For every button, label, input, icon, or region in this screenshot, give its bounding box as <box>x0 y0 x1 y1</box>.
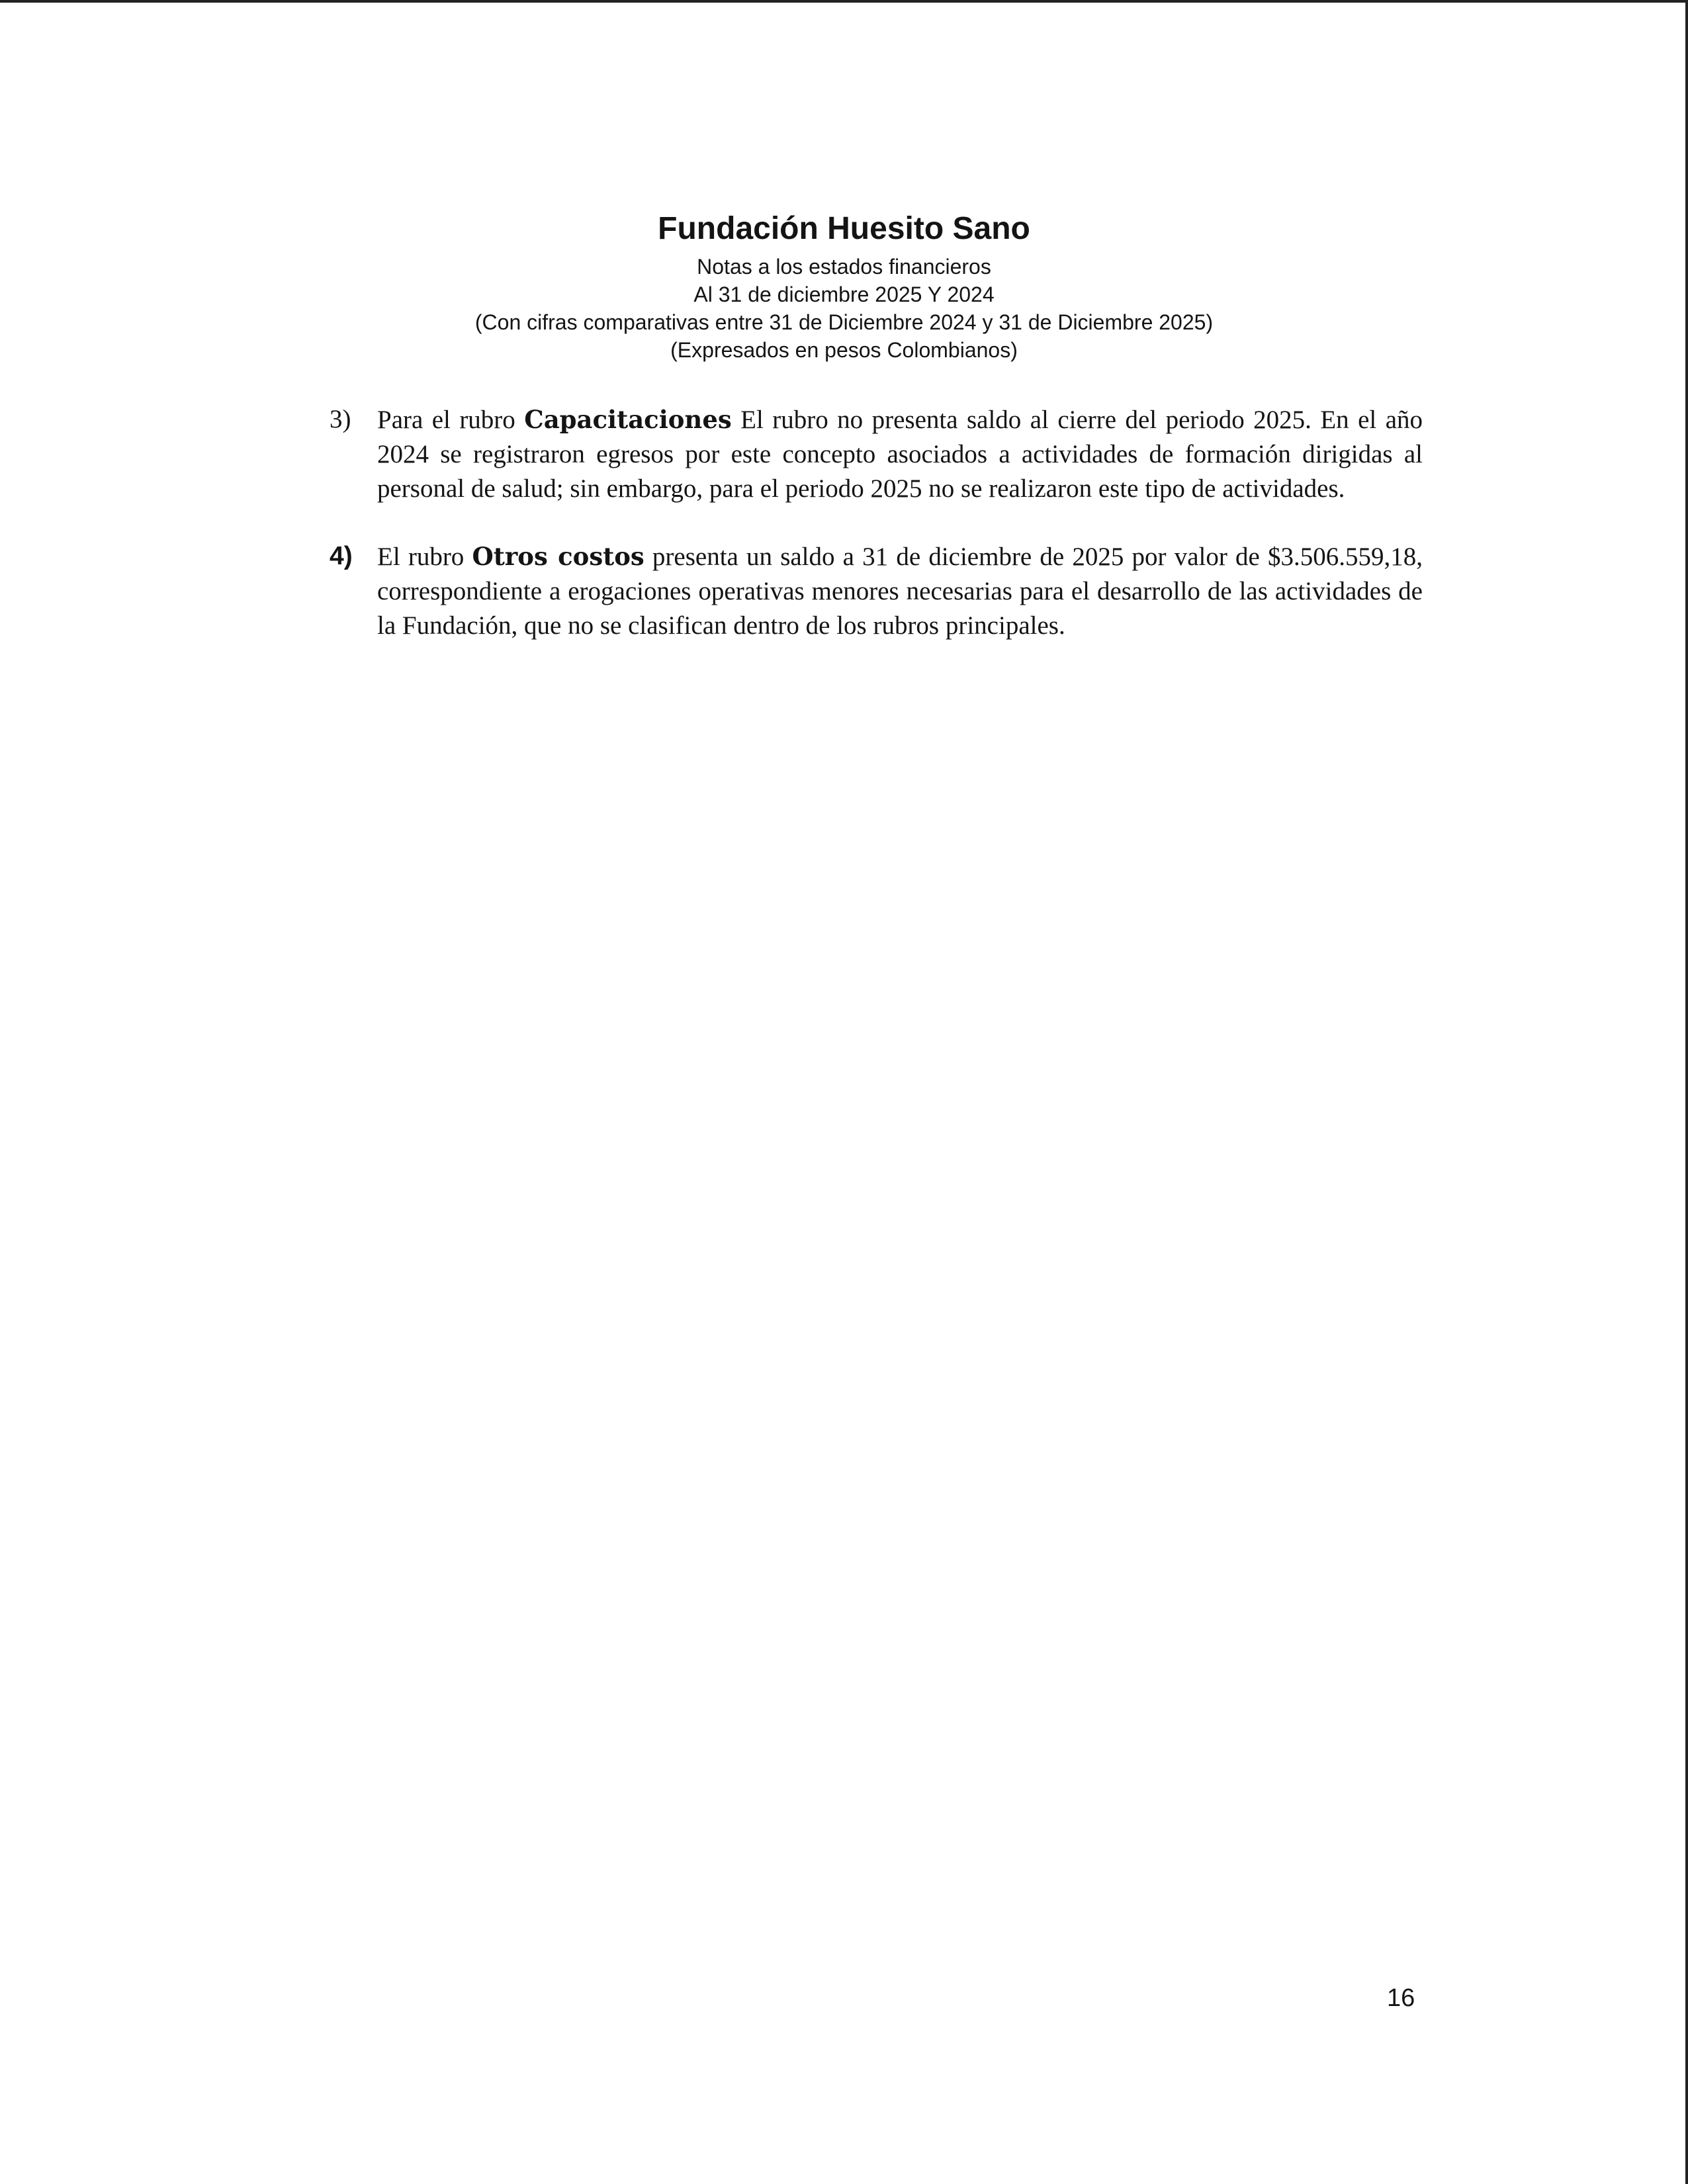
note-heading: Capacitaciones <box>524 405 732 434</box>
note-prefix: El rubro <box>377 543 472 571</box>
page-border-top <box>0 0 1688 3</box>
note-4 <box>330 539 1423 643</box>
note-3 <box>330 402 1423 506</box>
note-number: 4) <box>330 542 353 570</box>
document-header <box>0 205 1688 364</box>
note-text: El rubro no presenta saldo al cierre del periodo 2025. En el año 2024 se registraron egresos por este concepto asociados a actividades de formación dirigidas al personal de salud; sin embargo, para el periodo 2025 no se realizaron este tipo de actividades. <box>377 406 1423 503</box>
note-heading: Otros costos <box>472 542 644 571</box>
notes-body <box>330 402 1423 676</box>
header-comparative-note: (Con cifras comparativas entre 31 de Diciembre 2024 y 31 de Diciembre 2025) <box>474 310 1214 334</box>
header-subtitle: Notas a los estados financieros <box>697 255 991 279</box>
header-currency-note: (Expresados en pesos Colombianos) <box>670 338 1018 362</box>
organization-title: Fundación Huesito Sano <box>658 211 1030 246</box>
page-number: 16 <box>1387 1984 1415 2012</box>
note-prefix: Para el rubro <box>377 406 525 434</box>
header-date: Al 31 de diciembre 2025 Y 2024 <box>693 283 995 306</box>
note-text: presenta un saldo a 31 de diciembre de 2025 por valor de $3.506.559,18, correspondiente a erogaciones operativas menores necesarias para el desarrollo de las actividades de la Fundación, que no se clasifican dentro de los rubros principales. <box>377 543 1423 640</box>
note-number: 3) <box>330 405 351 433</box>
